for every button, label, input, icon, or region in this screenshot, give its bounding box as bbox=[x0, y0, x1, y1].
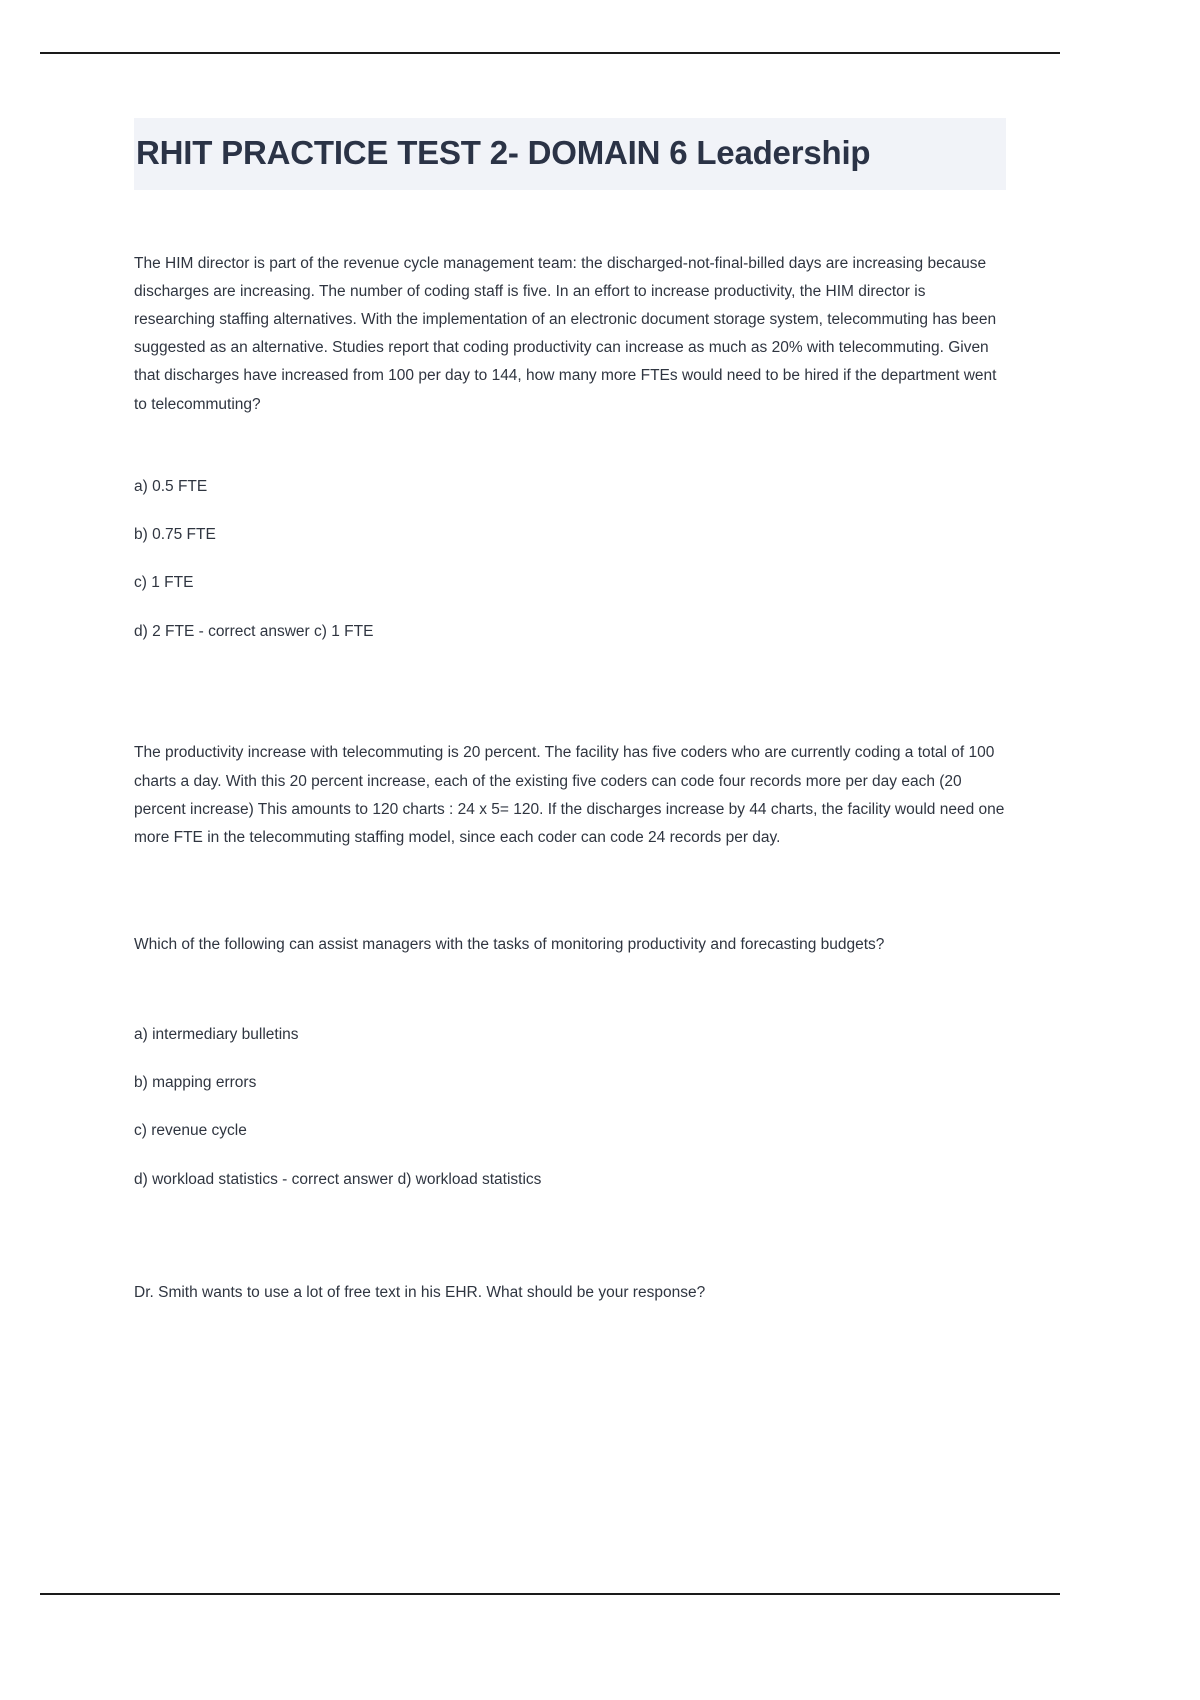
page-bottom-divider bbox=[40, 1593, 1060, 1595]
spacer bbox=[134, 419, 1006, 475]
page-top-divider bbox=[40, 52, 1060, 54]
question-1-stem: The HIM director is part of the revenue cycle management team: the discharged-not-final-billed days are increasing because discharges are increasing. The number of coding staff is five. In an effort to increase productivity, the HIM director is researching staffing alternatives. With the implementation of an electronic document storage system, telecommuting has been suggested as an alternative. Studies report that coding productivity can increase as much as 20% with telecommuting. Given that discharges have increased from 100 per day to 144, how many more FTEs would need to be hired if the department went to telecommuting? bbox=[134, 254, 997, 413]
question-3-stem: Dr. Smith wants to use a lot of free text in his EHR. What should be your response? bbox=[134, 1284, 706, 1302]
question-1-option-d: d) 2 FTE - correct answer c) 1 FTE bbox=[134, 622, 374, 640]
question-1-option-c: c) 1 FTE bbox=[134, 574, 194, 592]
spacer bbox=[134, 975, 1006, 1023]
question-2-option-a: a) intermediary bulletins bbox=[134, 1025, 299, 1043]
question-1-option-a: a) 0.5 FTE bbox=[134, 477, 208, 495]
question-2-option-c: c) revenue cycle bbox=[134, 1122, 247, 1140]
question-1-rationale: The productivity increase with telecommuting is 20 percent. The facility has five coders who are currently coding a total of 100 charts a day. With this 20 percent increase, each of the existing five coders can code four records more per day each (20 percent increase) This amounts to 120 charts : 24 x 5= 120. If the discharges increase by 44 charts, the facility would need one more FTE in the telecommuting staffing model, since each coder can code 24 records per day. bbox=[134, 744, 1005, 846]
question-1-block bbox=[134, 250, 1006, 1308]
spacer bbox=[134, 868, 1006, 916]
question-2-option-b: b) mapping errors bbox=[134, 1074, 257, 1092]
question-2-option-d: d) workload statistics - correct answer d) workload statistics bbox=[134, 1170, 542, 1188]
question-2-stem: Which of the following can assist managers with the tasks of monitoring productivity and forecasting budgets? bbox=[134, 936, 885, 954]
title-band bbox=[134, 118, 1006, 190]
page-title: RHIT PRACTICE TEST 2- DOMAIN 6 Leadership bbox=[136, 134, 871, 171]
question-1-option-b: b) 0.75 FTE bbox=[134, 526, 216, 544]
spacer bbox=[134, 1216, 1006, 1264]
spacer bbox=[134, 668, 1006, 724]
document-content bbox=[134, 118, 1006, 1323]
